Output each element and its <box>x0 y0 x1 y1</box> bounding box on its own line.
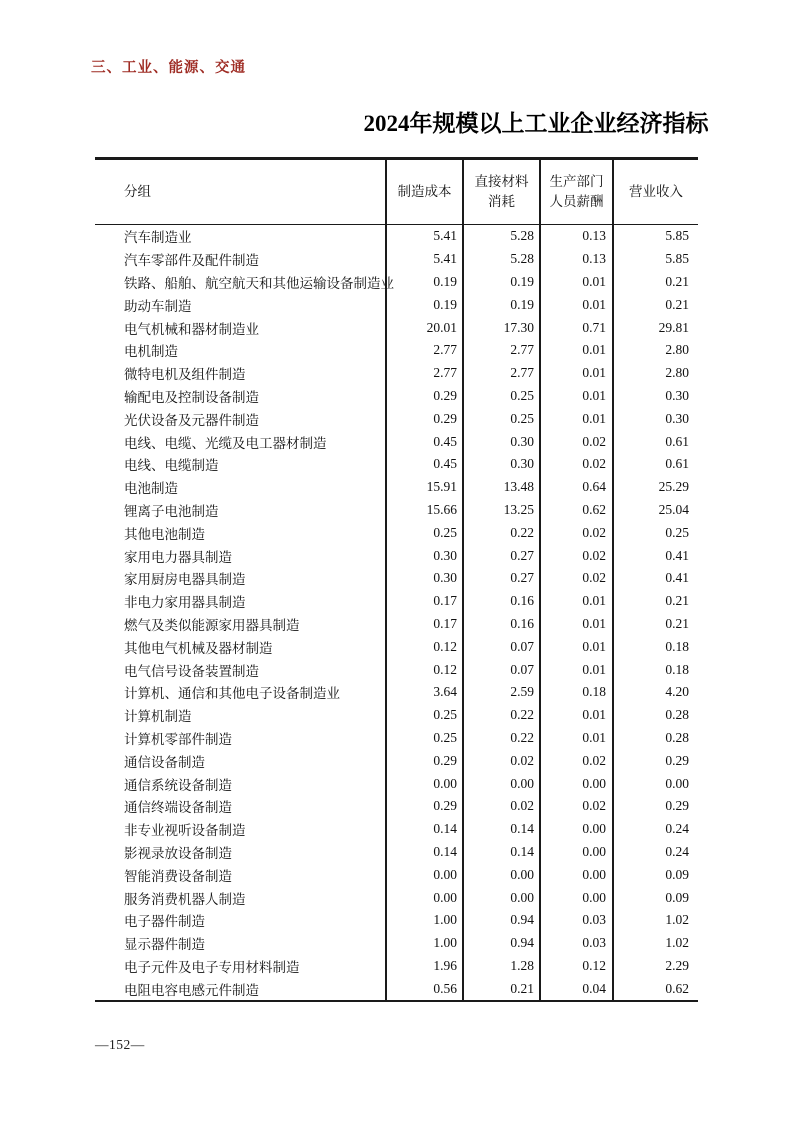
row-value: 0.01 <box>540 704 613 727</box>
table-row <box>95 704 698 727</box>
row-value: 0.30 <box>665 387 689 403</box>
row-label: 锂离子电池制造 <box>95 499 386 522</box>
row-label: 电气信号设备装置制造 <box>95 658 386 681</box>
table-row <box>95 248 698 271</box>
row-label: 计算机、通信和其他电子设备制造业 <box>95 681 386 704</box>
table-row <box>95 521 698 544</box>
row-value: 0.00 <box>386 772 463 795</box>
row-label: 燃气及类似能源家用器具制造 <box>95 613 386 636</box>
row-value: 0.17 <box>386 613 463 636</box>
table-row <box>95 818 698 841</box>
row-value: 1.00 <box>386 932 463 955</box>
row-label: 非专业视听设备制造 <box>95 818 386 841</box>
row-value: 0.00 <box>386 886 463 909</box>
row-value: 4.20 <box>665 684 689 700</box>
row-value: 0.13 <box>540 225 613 248</box>
row-value: 5.28 <box>463 225 540 248</box>
row-value: 0.12 <box>540 955 613 978</box>
row-value: 0.71 <box>540 316 613 339</box>
row-value: 2.80 <box>665 365 689 381</box>
table-row <box>95 681 698 704</box>
row-value: 0.25 <box>386 521 463 544</box>
row-value: 0.62 <box>540 499 613 522</box>
row-value: 0.29 <box>386 795 463 818</box>
row-value: 0.14 <box>463 818 540 841</box>
row-label: 智能消费设备制造 <box>95 863 386 886</box>
row-value: 0.17 <box>386 590 463 613</box>
row-value: 0.24 <box>665 843 689 859</box>
row-value: 0.21 <box>665 273 689 289</box>
row-value: 0.45 <box>386 453 463 476</box>
row-value: 0.30 <box>665 410 689 426</box>
table-body <box>95 225 698 1002</box>
row-value: 0.02 <box>540 521 613 544</box>
table-row <box>95 453 698 476</box>
row-value: 0.21 <box>463 977 540 1001</box>
row-value: 0.41 <box>665 547 689 563</box>
row-value: 13.48 <box>463 476 540 499</box>
row-value: 5.28 <box>463 248 540 271</box>
table-row <box>95 658 698 681</box>
row-value: 1.00 <box>386 909 463 932</box>
row-value: 0.25 <box>665 524 689 540</box>
row-value: 0.00 <box>463 863 540 886</box>
row-value: 29.81 <box>658 319 689 335</box>
row-label: 汽车制造业 <box>95 225 386 248</box>
row-value: 0.00 <box>540 841 613 864</box>
page-title: 2024年规模以上工业企业经济指标 <box>363 111 709 136</box>
row-value: 0.14 <box>386 818 463 841</box>
table-row <box>95 385 698 408</box>
row-value: 0.16 <box>463 590 540 613</box>
row-value: 0.04 <box>540 977 613 1001</box>
row-value: 0.19 <box>463 271 540 294</box>
row-value: 0.00 <box>463 886 540 909</box>
row-label: 非电力家用器具制造 <box>95 590 386 613</box>
row-value: 0.25 <box>463 407 540 430</box>
row-value: 17.30 <box>463 316 540 339</box>
row-value: 0.00 <box>463 772 540 795</box>
row-value: 0.27 <box>463 567 540 590</box>
row-value: 2.29 <box>665 957 689 973</box>
row-value: 0.00 <box>386 863 463 886</box>
row-value: 0.01 <box>540 658 613 681</box>
col-header-operating-revenue: 营业收入 <box>613 159 698 225</box>
row-value: 0.29 <box>665 752 689 768</box>
row-value: 0.02 <box>463 749 540 772</box>
row-value: 0.30 <box>463 430 540 453</box>
row-value: 0.18 <box>540 681 613 704</box>
row-value: 0.28 <box>665 729 689 745</box>
row-label: 通信设备制造 <box>95 749 386 772</box>
row-value: 0.14 <box>463 841 540 864</box>
table-row <box>95 749 698 772</box>
table-row <box>95 339 698 362</box>
col-header-group: 分组 <box>95 159 386 225</box>
row-label: 计算机零部件制造 <box>95 727 386 750</box>
row-value: 0.02 <box>540 453 613 476</box>
table-row <box>95 932 698 955</box>
row-label: 影视录放设备制造 <box>95 841 386 864</box>
row-value: 0.02 <box>540 544 613 567</box>
row-value: 0.30 <box>463 453 540 476</box>
col-header-manufacturing-cost: 制造成本 <box>386 159 463 225</box>
row-value: 0.18 <box>665 638 689 654</box>
row-value: 0.28 <box>665 707 689 723</box>
row-value: 0.12 <box>386 635 463 658</box>
row-value: 2.77 <box>386 339 463 362</box>
row-label: 电线、电缆、光缆及电工器材制造 <box>95 430 386 453</box>
table-row <box>95 567 698 590</box>
table-header-row <box>95 159 698 225</box>
row-value: 25.29 <box>658 479 689 495</box>
row-value: 0.41 <box>665 570 689 586</box>
row-value: 0.27 <box>463 544 540 567</box>
table-row <box>95 544 698 567</box>
row-value: 0.29 <box>386 385 463 408</box>
row-value: 0.94 <box>463 909 540 932</box>
row-label: 铁路、船舶、航空航天和其他运输设备制造业 <box>95 271 386 294</box>
row-value: 0.07 <box>463 635 540 658</box>
row-label: 输配电及控制设备制造 <box>95 385 386 408</box>
row-label: 其他电池制造 <box>95 521 386 544</box>
row-value: 0.19 <box>386 293 463 316</box>
row-label: 电线、电缆制造 <box>95 453 386 476</box>
row-label: 汽车零部件及配件制造 <box>95 248 386 271</box>
table-row <box>95 476 698 499</box>
table-row <box>95 863 698 886</box>
row-label: 计算机制造 <box>95 704 386 727</box>
row-label: 家用电力器具制造 <box>95 544 386 567</box>
row-value: 0.07 <box>463 658 540 681</box>
row-value: 20.01 <box>386 316 463 339</box>
row-value: 0.03 <box>540 909 613 932</box>
row-label: 光伏设备及元器件制造 <box>95 407 386 430</box>
row-value: 0.64 <box>540 476 613 499</box>
table-row <box>95 499 698 522</box>
row-value: 0.56 <box>386 977 463 1001</box>
row-value: 2.80 <box>665 342 689 358</box>
row-value: 0.00 <box>540 818 613 841</box>
row-value: 15.66 <box>386 499 463 522</box>
page-number: —152— <box>95 1037 145 1052</box>
section-header: 三、工业、能源、交通 <box>91 60 246 76</box>
row-value: 0.16 <box>463 613 540 636</box>
row-value: 0.01 <box>540 590 613 613</box>
row-label: 助动车制造 <box>95 293 386 316</box>
row-label: 显示器件制造 <box>95 932 386 955</box>
table-row <box>95 613 698 636</box>
row-value: 0.01 <box>540 293 613 316</box>
row-value: 0.22 <box>463 521 540 544</box>
row-value: 3.64 <box>386 681 463 704</box>
row-value: 0.01 <box>540 613 613 636</box>
row-label: 电气机械和器材制造业 <box>95 316 386 339</box>
row-value: 1.96 <box>386 955 463 978</box>
table-row <box>95 909 698 932</box>
table-row <box>95 977 698 1001</box>
row-value: 5.41 <box>386 225 463 248</box>
row-value: 0.25 <box>386 727 463 750</box>
col-header-direct-material-consumption: 直接材料消耗 <box>463 159 540 225</box>
row-value: 5.85 <box>665 228 689 244</box>
row-value: 0.21 <box>665 593 689 609</box>
row-value: 1.02 <box>665 935 689 951</box>
table-row <box>95 316 698 339</box>
row-label: 电阻电容电感元件制造 <box>95 977 386 1001</box>
economic-indicators-table <box>95 157 698 1002</box>
row-label: 通信终端设备制造 <box>95 795 386 818</box>
row-label: 微特电机及组件制造 <box>95 362 386 385</box>
row-value: 0.01 <box>540 362 613 385</box>
row-label: 服务消费机器人制造 <box>95 886 386 909</box>
row-value: 0.02 <box>540 567 613 590</box>
table-row <box>95 955 698 978</box>
table-row <box>95 590 698 613</box>
row-value: 0.18 <box>665 661 689 677</box>
row-value: 0.02 <box>463 795 540 818</box>
row-value: 0.02 <box>540 430 613 453</box>
row-value: 5.85 <box>665 251 689 267</box>
row-value: 0.45 <box>386 430 463 453</box>
row-value: 0.01 <box>540 385 613 408</box>
row-value: 2.59 <box>463 681 540 704</box>
row-label: 通信系统设备制造 <box>95 772 386 795</box>
row-value: 0.12 <box>386 658 463 681</box>
row-value: 2.77 <box>463 339 540 362</box>
row-value: 0.00 <box>665 775 689 791</box>
row-value: 0.30 <box>386 544 463 567</box>
row-value: 0.19 <box>386 271 463 294</box>
table-row <box>95 225 698 248</box>
row-label: 电池制造 <box>95 476 386 499</box>
row-value: 0.25 <box>463 385 540 408</box>
row-value: 0.00 <box>540 772 613 795</box>
table-row <box>95 841 698 864</box>
table-row <box>95 886 698 909</box>
row-value: 0.00 <box>540 886 613 909</box>
table-row <box>95 293 698 316</box>
table-row <box>95 727 698 750</box>
row-value: 0.21 <box>665 296 689 312</box>
row-value: 0.00 <box>540 863 613 886</box>
row-value: 0.01 <box>540 271 613 294</box>
row-value: 0.09 <box>665 889 689 905</box>
row-label: 其他电气机械及器材制造 <box>95 635 386 658</box>
row-value: 25.04 <box>658 501 689 517</box>
row-value: 0.29 <box>665 798 689 814</box>
row-value: 2.77 <box>386 362 463 385</box>
row-value: 13.25 <box>463 499 540 522</box>
row-label: 电子器件制造 <box>95 909 386 932</box>
row-value: 1.28 <box>463 955 540 978</box>
row-label: 电机制造 <box>95 339 386 362</box>
row-value: 0.01 <box>540 727 613 750</box>
row-value: 15.91 <box>386 476 463 499</box>
row-value: 1.02 <box>665 912 689 928</box>
row-label: 电子元件及电子专用材料制造 <box>95 955 386 978</box>
row-value: 0.29 <box>386 407 463 430</box>
table-row <box>95 430 698 453</box>
table-row <box>95 635 698 658</box>
row-value: 0.24 <box>665 821 689 837</box>
col-header-production-staff-compensation: 生产部门人员薪酬 <box>540 159 613 225</box>
row-value: 0.30 <box>386 567 463 590</box>
row-value: 5.41 <box>386 248 463 271</box>
row-value: 2.77 <box>463 362 540 385</box>
row-value: 0.61 <box>665 456 689 472</box>
row-value: 0.14 <box>386 841 463 864</box>
row-value: 0.02 <box>540 749 613 772</box>
row-value: 0.21 <box>665 615 689 631</box>
row-value: 0.25 <box>386 704 463 727</box>
row-value: 0.01 <box>540 635 613 658</box>
row-value: 0.94 <box>463 932 540 955</box>
row-value: 0.01 <box>540 407 613 430</box>
table-row <box>95 772 698 795</box>
row-value: 0.61 <box>665 433 689 449</box>
row-value: 0.13 <box>540 248 613 271</box>
table-row <box>95 795 698 818</box>
row-value: 0.22 <box>463 727 540 750</box>
row-value: 0.62 <box>665 980 689 996</box>
row-label: 家用厨房电器具制造 <box>95 567 386 590</box>
row-value: 0.01 <box>540 339 613 362</box>
table-row <box>95 271 698 294</box>
row-value: 0.29 <box>386 749 463 772</box>
row-value: 0.22 <box>463 704 540 727</box>
table-row <box>95 362 698 385</box>
row-value: 0.03 <box>540 932 613 955</box>
row-value: 0.19 <box>463 293 540 316</box>
row-value: 0.02 <box>540 795 613 818</box>
table-row <box>95 407 698 430</box>
row-value: 0.09 <box>665 866 689 882</box>
